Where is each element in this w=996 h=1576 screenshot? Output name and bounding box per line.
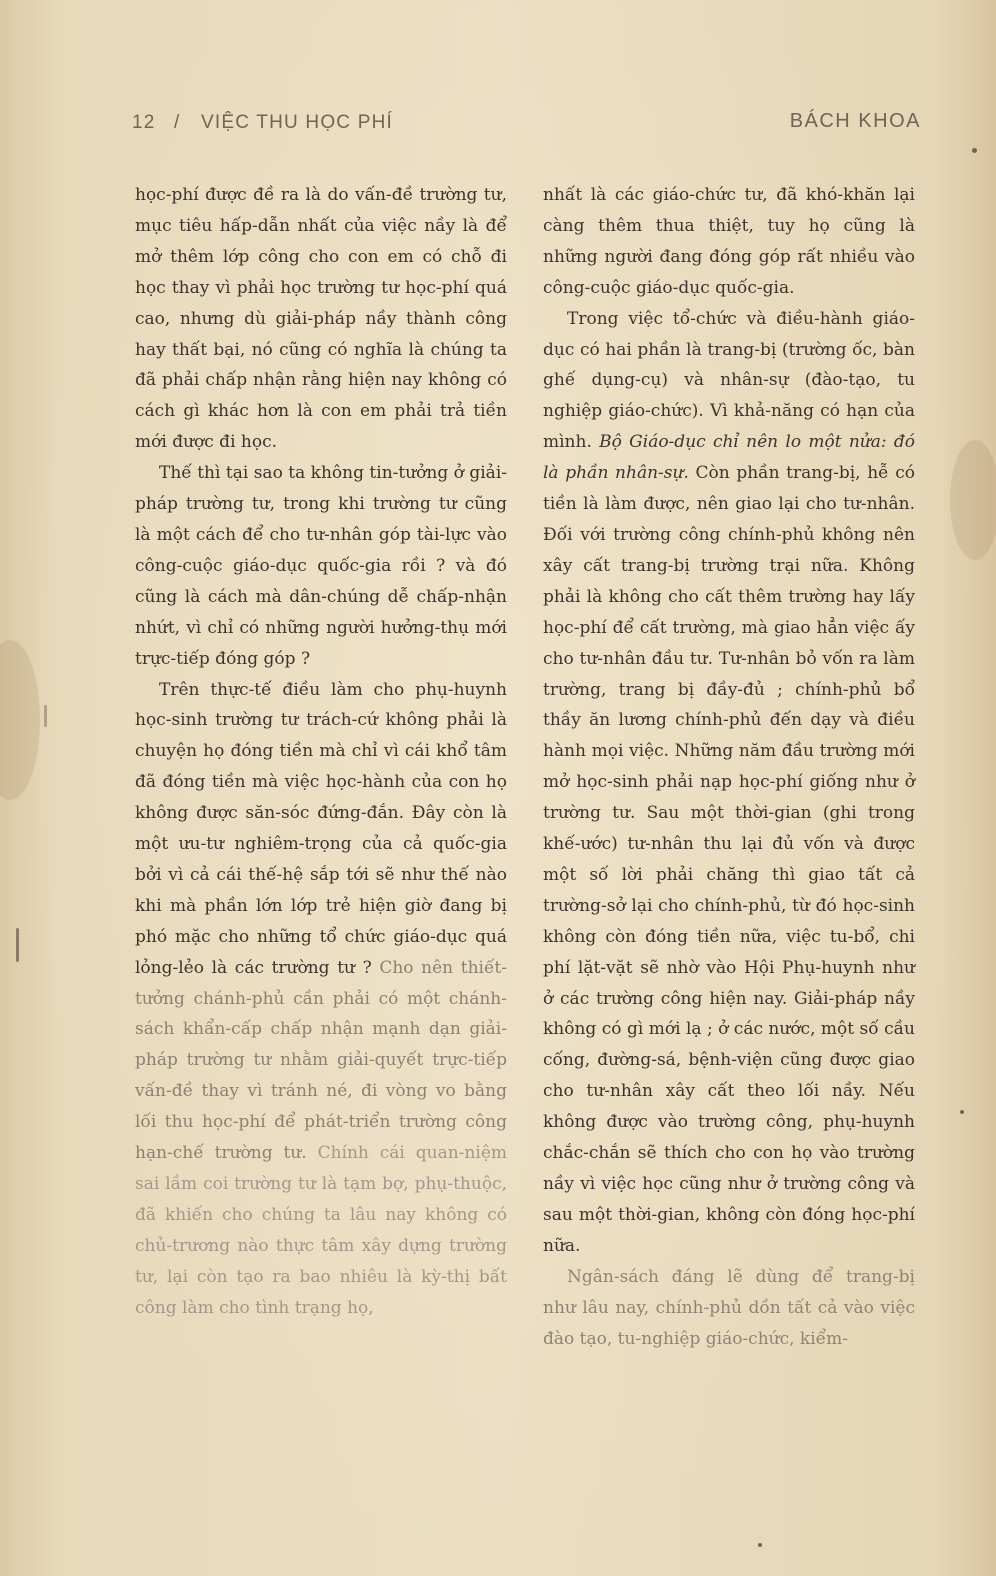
paragraph: học-phí được đề ra là do vấn-đề trường tư, mục tiêu hấp-dẫn nhất của việc nầy là để mở thêm lớp công cho con em có chỗ đi học thay vì phải học trường tư học-phí quá cao, nhưng dù giải-pháp nầy thành công hay thất bại, nó cũng có nghĩa là chúng ta đã phải chấp nhận rằng hiện nay không có cách gì khác hơn là con em phải trả tiền mới được đi học.: [135, 185, 507, 453]
paragraph-text-faded: Cho nên thiết-tưởng chánh-phủ cần phải có một chánh-sách khẩn-cấp chấp nhận mạnh dạn giải-pháp trường tư nhằm giải-quyết trực-tiếp vấn-đề thay vì tránh né, đi vòng vo bằng lối thu học-phí để phát-triển trường công hạn-chế trường tư.: [135, 957, 507, 1164]
paragraph-text: Trong việc tổ-chức và điều-hành giáo-dục có hai phần là trang-bị (trường ốc, bàn ghế dụng-cụ) và nhân-sự (đào-tạo, tu nghiệp giáo-chức). Vì khả-năng có hạn của mình.: [543, 308, 915, 453]
page-number: 12: [132, 112, 156, 133]
paper-stain: [0, 640, 40, 800]
paragraph-text: Trên thực-tế điều làm cho phụ-huynh học-sinh trường tư trách-cứ không phải là chuyện họ đóng tiền mà chỉ vì cái khổ tâm đã đóng tiền mà việc học-hành của con họ không được săn-sóc đứng-đắn. Đây còn là một ưu-tư nghiêm-trọng của cả quốc-gia bởi vì cả cái thế-hệ sắp tới sẽ như thế nào khi mà phần lớn lớp trẻ hiện giờ đang bị phó mặc cho những tổ chức giáo-dục quá lỏng-lẻo là các trường tư ?: [135, 679, 507, 978]
paragraph-text: Còn phần trang-bị, hễ có tiền là làm được, nên giao lại cho tư-nhân. Đối với trường công chính-phủ không nên xây cất trang-bị trường trại nữa. Không phải là không cho cất thêm trường hay lấy học-phí để cất trường, mà giao hẳn việc ấy cho tư-nhân đầu tư. Tư-nhân bỏ vốn ra làm trường, trang bị đầy-đủ ; chính-phủ bổ thầy ăn lương chính-phủ đến dạy và điều hành mọi việc. Những năm đầu trường mới mở học-sinh phải nạp học-phí giống như ở trường tư. Sau một thời-gian (ghi trong khế-ước) tư-nhân thu lại đủ vốn và được một số lời phải chăng thì giao tất cả trường-sở lại cho chính-phủ, từ đó học-sinh không còn đóng tiền nữa, việc tu-bổ, chi phí lặt-vặt sẽ nhờ vào Hội Phụ-huynh như ở các trường công hiện nay. Giải-pháp nầy không có gì mới lạ ; ở các nước, một số cầu cống, đường-sá, bệnh-viện cũng được giao cho tư-nhân xây cất theo lối nầy. Nếu không được vào trường công, phụ-huynh chắc-chắn sẽ thích cho con họ vào trường nầy vì việc học cũng như ở trường công và sau một thời-gian, không còn đóng học-phí nữa.: [543, 463, 915, 1256]
section-title: VIỆC THU HỌC PHÍ: [201, 112, 393, 133]
right-column: [543, 180, 915, 1354]
paragraph: Ngân-sách đáng lẽ dùng để trang-bị như lâu nay, chính-phủ dồn tất cả vào việc đào tạo, tu-nghiệp giáo-chức, kiểm-: [543, 1266, 915, 1349]
paragraph: Thế thì tại sao ta không tin-tưởng ở giải-pháp trường tư, trong khi trường tư cũng là một cách để cho tư-nhân góp tài-lực vào công-cuộc giáo-dục quốc-gia rồi ? và đó cũng là cách mà dân-chúng dễ chấp-nhận nhứt, vì chỉ có những người hưởng-thụ mới trực-tiếp đóng góp ?: [135, 463, 507, 669]
emphasized-text: Bộ Giáo-dục chỉ nên lo một nửa: đó là phần nhân-sự.: [543, 432, 916, 484]
ink-speck: [960, 1110, 964, 1114]
running-header: [132, 112, 927, 142]
paragraph-text-faded: Chính cái quan-niệm sai lầm coi trường tư là tạm bợ, phụ-thuộc, đã khiến cho chúng ta lâu nay không có chủ-trương nào thực tâm xây dựng trường tư, lại còn tạo ra bao nhiêu là kỳ-thị bất công làm cho tình trạng họ,: [135, 1143, 507, 1318]
paragraph: nhất là các giáo-chức tư, đã khó-khăn lại càng thêm thua thiệt, tuy họ cũng là những người đang đóng góp rất nhiều vào công-cuộc giáo-dục quốc-gia.: [543, 185, 915, 298]
paragraph: [135, 675, 507, 1324]
header-left: [132, 112, 393, 134]
ink-speck: [972, 148, 977, 153]
ink-speck: [758, 1543, 762, 1547]
magazine-name: BÁCH KHOA: [789, 110, 921, 132]
left-column: [135, 180, 507, 1324]
margin-mark: [44, 705, 47, 727]
paragraph: [543, 304, 915, 1262]
header-separator: /: [174, 112, 181, 133]
margin-mark: [16, 928, 19, 962]
paper-stain: [950, 440, 996, 560]
